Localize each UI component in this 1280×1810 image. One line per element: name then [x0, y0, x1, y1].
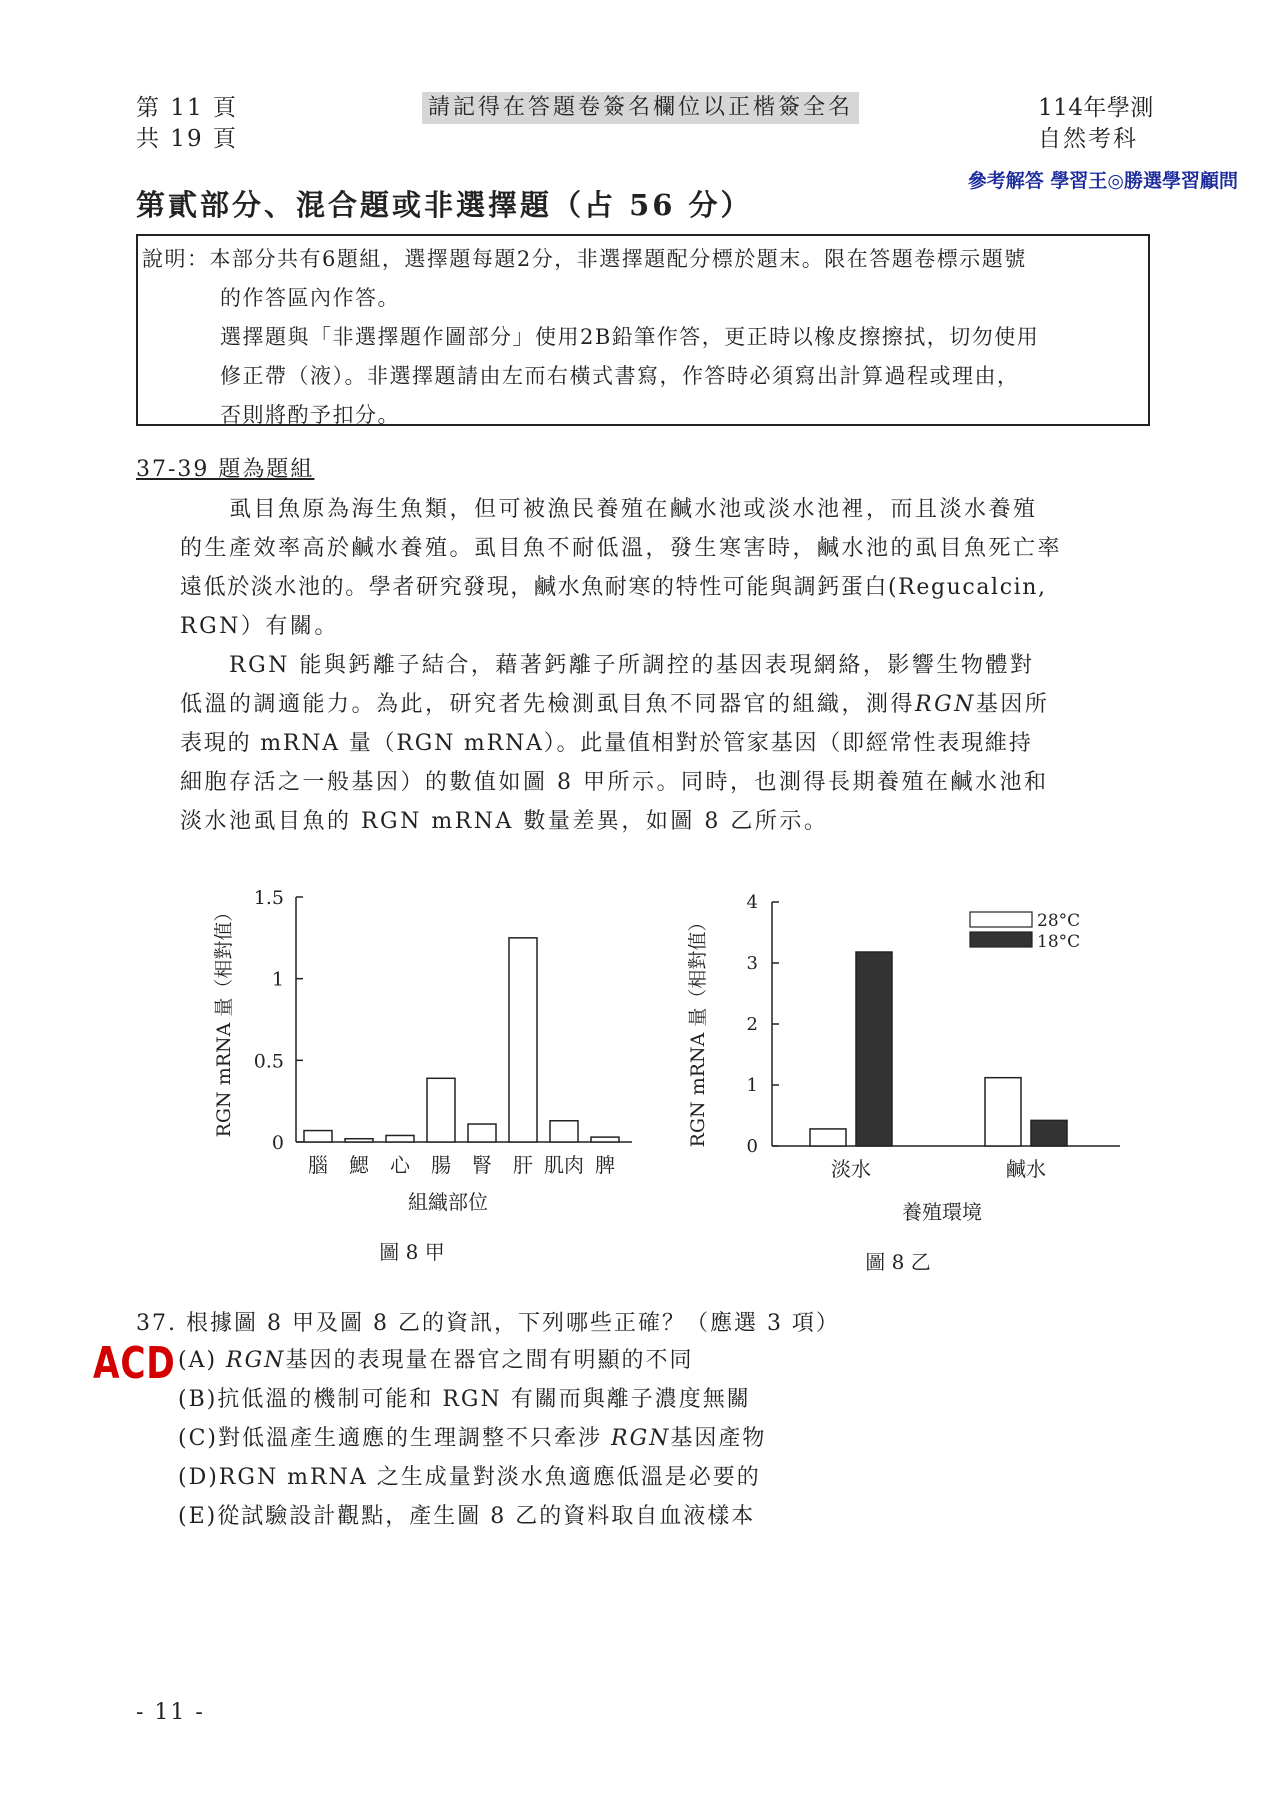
question-stem: 37. 根據圖 8 甲及圖 8 乙的資訊，下列哪些正確？（應選 3 項） — [136, 1311, 840, 1336]
x-axis-label: 組織部位 — [408, 1190, 488, 1214]
y-tick-label: 1 — [746, 1075, 758, 1096]
passage-text: 基因所 — [975, 692, 1050, 717]
passage-line — [180, 685, 1150, 724]
passage-line: 虱目魚原為海生魚類，但可被漁民養殖在鹹水池或淡水池裡，而且淡水養殖 — [180, 497, 1038, 522]
x-tick-label: 腦 — [308, 1153, 328, 1177]
x-tick-label: 腎 — [472, 1153, 492, 1177]
figure-caption: 圖 8 甲 — [379, 1240, 445, 1264]
passage-text: 低溫的調適能力。為此，研究者先檢測虱目魚不同器官的組織，測得 — [180, 692, 916, 717]
bar — [985, 1078, 1021, 1146]
y-tick-label: 0 — [746, 1136, 758, 1157]
passage-line: 表現的 mRNA 量（RGN mRNA）。此量值相對於管家基因（即經常性表現維持 — [180, 731, 1033, 756]
x-axis-label: 養殖環境 — [902, 1200, 982, 1224]
y-axis-label: RGN mRNA 量（相對值） — [687, 912, 709, 1148]
y-tick-label: 3 — [746, 953, 758, 974]
page-number: - 11 - — [136, 1700, 205, 1725]
bar — [509, 938, 537, 1142]
answer-mark: ACD — [93, 1338, 176, 1389]
gene-name: RGN — [226, 1348, 286, 1373]
instructions-line: 說明：本部分共有6題組，選擇題每題2分，非選擇題配分標於題末。限在答題卷標示題號 — [142, 247, 1027, 271]
instructions-line: 否則將酌予扣分。 — [220, 403, 400, 427]
y-tick-label: 0 — [271, 1132, 284, 1154]
figure-8b-chart — [680, 880, 1140, 1280]
figure-caption: 圖 8 乙 — [865, 1250, 931, 1274]
answer-source: 參考解答 學習王◎勝選學習顧問 — [967, 170, 1238, 192]
option-a — [178, 1343, 693, 1374]
option-c — [178, 1421, 766, 1452]
instructions-box — [136, 234, 1150, 426]
x-tick-label: 鰓 — [349, 1153, 369, 1177]
gene-name: RGN — [611, 1426, 671, 1451]
x-tick-label: 鹹水 — [1006, 1157, 1046, 1181]
question-group-label: 37-39 題為題組 — [136, 457, 315, 482]
y-tick-label: 2 — [746, 1014, 758, 1035]
bar — [550, 1121, 578, 1142]
x-tick-label: 心 — [390, 1153, 410, 1177]
passage — [180, 490, 1150, 841]
bar — [591, 1137, 619, 1142]
x-tick-label: 肝 — [513, 1153, 533, 1177]
bar — [304, 1131, 332, 1142]
bar — [810, 1129, 846, 1146]
instructions-line: 選擇題與「非選擇題作圖部分」使用2B鉛筆作答，更正時以橡皮擦擦拭，切勿使用 — [220, 325, 1040, 349]
bar — [856, 952, 892, 1146]
bar — [1031, 1120, 1067, 1146]
section-title: 第貳部分、混合題或非選擇題（占 56 分） — [136, 188, 753, 222]
legend — [970, 911, 1080, 952]
instructions-line: 修正帶（液）。非選擇題請由左而右橫式書寫，作答時必須寫出計算過程或理由， — [220, 364, 1020, 388]
sign-notice: 請記得在答題卷簽名欄位以正楷簽全名 — [422, 92, 859, 124]
passage-line: 細胞存活之一般基因）的數值如圖 8 甲所示。同時，也測得長期養殖在鹹水池和 — [180, 770, 1049, 795]
y-tick-label: 1 — [271, 968, 284, 991]
option-text: (C)對低溫產生適應的生理調整不只牽涉 — [178, 1426, 611, 1451]
page-current: 第 11 頁 — [136, 95, 238, 121]
exam-name: 114年學測 — [1038, 95, 1154, 121]
page-total: 共 19 頁 — [136, 126, 238, 152]
x-tick-label: 肌肉 — [544, 1153, 584, 1177]
y-tick-label: 4 — [746, 892, 758, 913]
legend-swatch-28c — [970, 912, 1032, 927]
legend-swatch-18c — [970, 932, 1032, 947]
legend-label: 18°C — [1037, 932, 1081, 952]
option-text: 基因產物 — [670, 1426, 767, 1451]
bar — [468, 1124, 496, 1142]
option-b: (B)抗低溫的機制可能和 RGN 有關而與離子濃度無關 — [178, 1387, 751, 1412]
x-tick-label: 淡水 — [831, 1157, 871, 1181]
bar — [427, 1078, 455, 1142]
y-tick-label: 0.5 — [253, 1050, 284, 1073]
figure-8a-chart — [200, 870, 660, 1270]
y-axis-label: RGN mRNA 量（相對值） — [213, 902, 235, 1138]
option-text: 基因的表現量在器官之間有明顯的不同 — [285, 1348, 694, 1373]
subject: 自然考科 — [1038, 126, 1138, 152]
x-tick-label: 腸 — [431, 1153, 451, 1177]
gene-name: RGN — [915, 692, 976, 717]
bar — [345, 1139, 373, 1142]
bar — [386, 1135, 414, 1142]
legend-label: 28°C — [1037, 911, 1081, 931]
x-tick-label: 脾 — [595, 1153, 615, 1177]
instructions-line: 的作答區內作答。 — [220, 286, 400, 310]
passage-line: RGN）有關。 — [180, 614, 339, 639]
option-e: (E)從試驗設計觀點，產生圖 8 乙的資料取自血液樣本 — [178, 1504, 756, 1529]
passage-line: 的生產效率高於鹹水養殖。虱目魚不耐低溫，發生寒害時，鹹水池的虱目魚死亡率 — [180, 536, 1063, 561]
y-tick-label: 1.5 — [253, 887, 284, 909]
passage-line: RGN 能與鈣離子結合，藉著鈣離子所調控的基因表現網絡，影響生物體對 — [180, 653, 1035, 678]
option-text: (A) — [178, 1348, 227, 1373]
option-d: (D)RGN mRNA 之生成量對淡水魚適應低溫是必要的 — [178, 1465, 761, 1490]
passage-line: 淡水池虱目魚的 RGN mRNA 數量差異，如圖 8 乙所示。 — [180, 809, 829, 834]
passage-line: 遠低於淡水池的。學者研究發現，鹹水魚耐寒的特性可能與調鈣蛋白(Regucalcin, — [180, 575, 1047, 600]
